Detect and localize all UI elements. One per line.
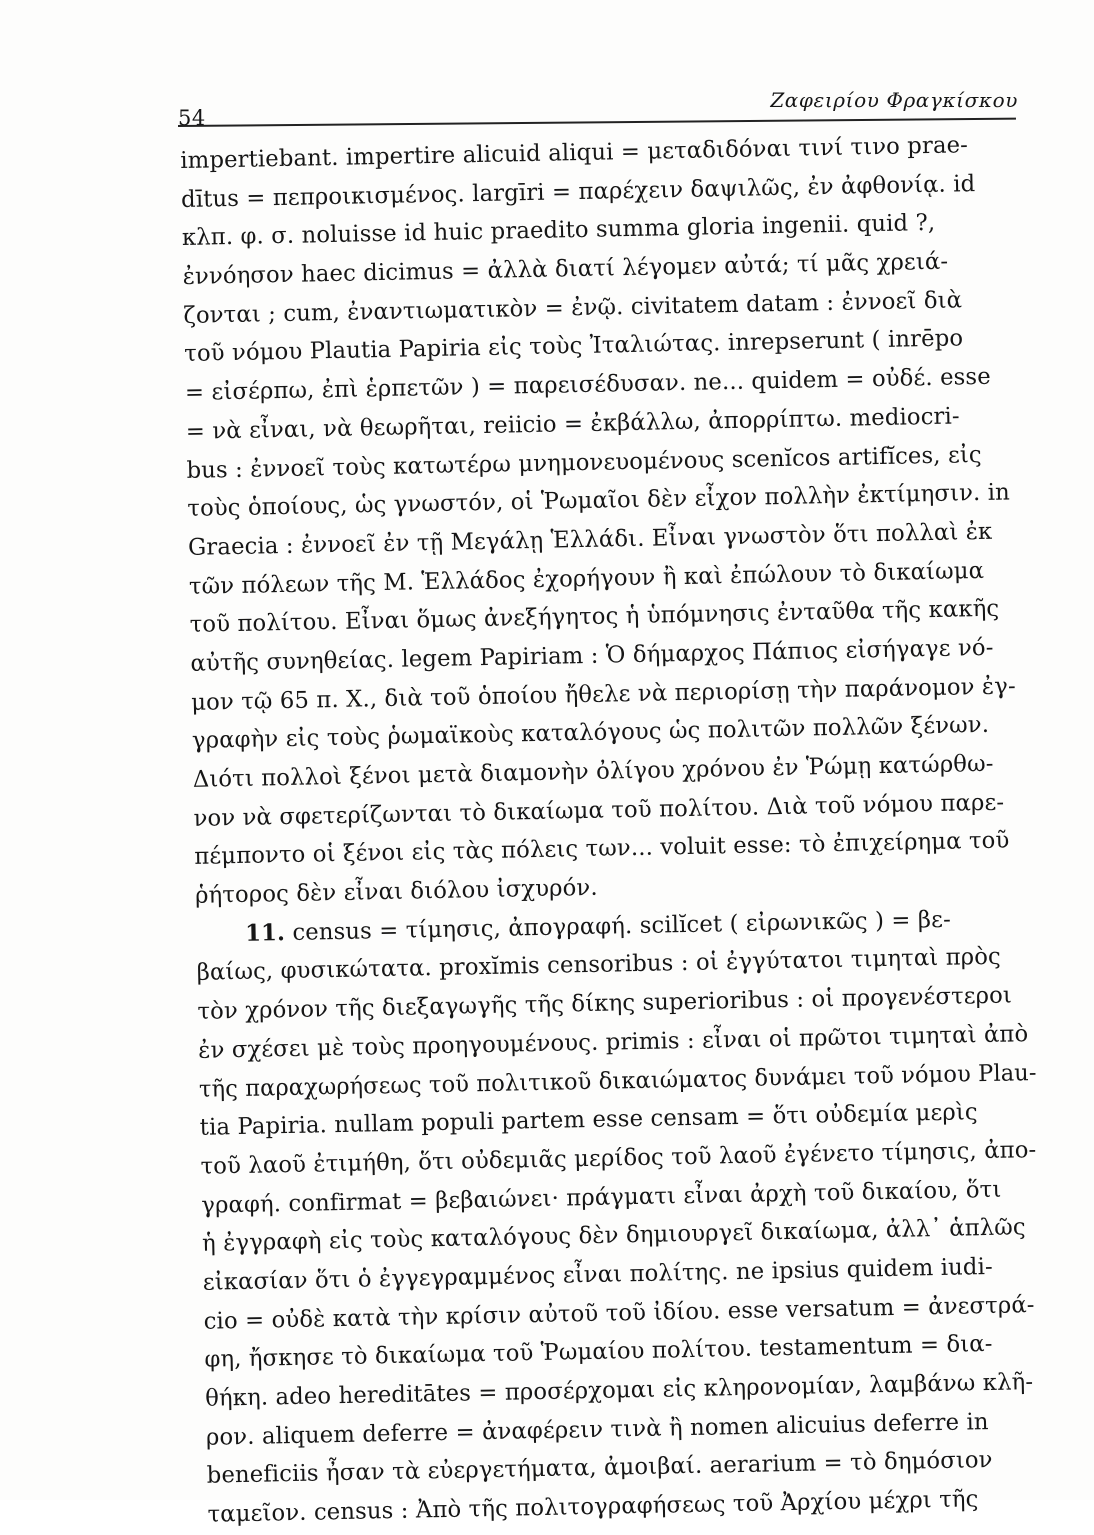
text-line: φη, ἤσκησε τὸ δικαίωμα τοῦ Ῥωμαίου πολίτου. testamentum = δια- (204, 1331, 993, 1374)
text-line: tia Papiria. nullam populi partem esse censam = ὅτι οὐδεμία μερὶς (199, 1099, 979, 1141)
text-line: = νὰ εἶναι, νὰ θεωρῆται, reiicio = ἐκβάλλω, ἀπορρίπτω. mediocri- (185, 403, 960, 445)
text-line: cio = οὐδὲ κατὰ τὴν κρίσιν αὐτοῦ τοῦ ἰδίου. esse versatum = ἀνεστρά- (203, 1291, 1035, 1335)
text-line: νον νὰ σφετερίζωνται τὸ δικαίωμα τοῦ πολίτου. Διὰ τοῦ νόμου παρε- (193, 789, 1005, 832)
text-line: τοῦ νόμου Plautia Papiria εἰς τοὺς Ἰταλιώτας. inrepserunt ( inrēpo (184, 325, 964, 368)
text-line: τῶν πόλεων τῆς Μ. Ἑλλάδος ἐχορήγουν ἢ καὶ ἐπώλουν τὸ δικαίωμα (188, 557, 985, 600)
text-line: θήκη. adeo hereditātes = προσέρχομαι εἰς κληρονομίαν, λαμβάνω κλῆ- (204, 1369, 1034, 1412)
section-first-line-text: census = τίμησις, ἀπογραφή. scilĭcet ( εἰρωνικῶς ) = βε- (284, 906, 952, 946)
text-line: βαίως, φυσικώτατα. proxĭmis censoribus : οἱ ἐγγύτατοι τιμηταὶ πρὸς (196, 944, 1002, 987)
text-line: μον τῷ 65 π. Χ., διὰ τοῦ ὁποίου ἤθελε νὰ περιορίσῃ τὴν παράνομον ἐγ- (190, 672, 1016, 716)
text-line: Διότι πολλοὶ ξένοι μετὰ διαμονὴν ὀλίγου χρόνου ἐν Ῥώμῃ κατώρθω- (192, 750, 994, 793)
text-line: impertiebant. impertire alicuid aliqui = μεταδιδόναι τινί τινο prae- (180, 132, 969, 174)
text-line: ζονται ; cum, ἐναντιωματικὸν = ἐνῷ. civitatem datam : ἐννοεῖ διὰ (183, 287, 963, 329)
page-number: 54 (178, 106, 206, 130)
text-line: εἰκασίαν ὅτι ὁ ἐγγεγραμμένος εἶναι πολίτης. ne ipsius quidem iudi- (202, 1253, 994, 1296)
text-line: γραφή. confirmat = βεβαιώνει· πράγματι εἶναι ἀρχὴ τοῦ δικαίου, ὅτι (201, 1176, 1002, 1219)
text-line: γραφὴν εἰς τοὺς ῥωμαϊκοὺς καταλόγους ὡς πολιτῶν πολλῶν ξένων. (191, 712, 990, 755)
text-line: ταμεῖον. census : Ἀπὸ τῆς πολιτογραφήσεως τοῦ Ἀρχίου μέχρι τῆς (207, 1486, 979, 1528)
text-line: Graecia : ἐννοεῖ ἐν τῇ Μεγάλῃ Ἑλλάδι. Εἶναι γνωστὸν ὅτι πολλαὶ ἐκ (187, 518, 993, 561)
text-line: bus : ἐννοεῖ τοὺς κατωτέρω μνημονευομένους scenĭcos artifĭces, εἰς (186, 441, 983, 484)
text-line: ἐννόησον haec dicimus = ἀλλὰ διατί λέγομεν αὐτά; τί μᾶς χρειά- (182, 248, 949, 291)
text-line: dītus = πεπροικισμένος. largīri = παρέχειν δαψιλῶς, ἐν ἀφθονίᾳ. id (180, 170, 976, 213)
text-line: = εἰσέρπω, ἐπὶ ἑρπετῶν ) = παρεισέδυσαν. ne... quidem = οὐδέ. esse (184, 363, 992, 407)
text-line: τὸν χρόνον τῆς διεξαγωγῆς τῆς δίκης superioribus : οἱ προγενέστεροι (197, 982, 1013, 1025)
body-text (180, 125, 1058, 1535)
text-line: τῆς παραχωρήσεως τοῦ πολιτικοῦ δικαιώματος δυνάμει τοῦ νόμου Plau- (198, 1059, 1037, 1103)
text-line: τοῦ λαοῦ ἐτιμήθη, ὅτι οὐδεμιᾶς μερίδος τοῦ λαοῦ ἐγένετο τίμησις, ἀπο- (200, 1136, 1037, 1180)
text-line: ἐν σχέσει μὲ τοὺς προηγουμένους. primis : εἶναι οἱ πρῶτοι τιμηταὶ ἀπὸ (197, 1020, 1029, 1064)
text-line: τοῦ πολίτου. Εἶναι ὅμως ἀνεξήγητος ἡ ὑπόμνησις ἐνταῦθα τῆς κακῆς (189, 595, 1000, 639)
text-line: ἡ ἐγγραφὴ εἰς τοὺς καταλόγους δὲν δημιουργεῖ δικαίωμα, ἀλλ᾽ ἁπλῶς (201, 1214, 1027, 1258)
section-number: 11. (244, 918, 286, 947)
text-line: κλπ. φ. σ. noluisse id huic praedito summa gloria ingenii. quid ?, (181, 210, 936, 252)
text-line: beneficiis ἦσαν τὰ εὐεργετήματα, ἀμοιβαί. aerarium = τὸ δημόσιον (206, 1447, 993, 1490)
text-line: αὐτῆς συνηθείας. legem Papiriam : Ὁ δήμαρχος Πάπιος εἰσήγαγε νό- (190, 634, 994, 677)
text-line: ῥήτορος δὲν εἶναι διόλου ἰσχυρόν. (194, 874, 598, 909)
text-line: τοὺς ὁποίους, ὡς γνωστόν, οἱ Ῥωμαῖοι δὲν εἶχον πολλὴν ἐκτίμησιν. in (187, 479, 1011, 523)
running-head: Ζαφειρίου Φραγκίσκου (770, 88, 1018, 112)
text-line: πέμποντο οἱ ξένοι εἰς τὰς πόλεις των... voluit esse: τὸ ἐπιχείρημα τοῦ (194, 827, 1010, 871)
text-line: ρον. aliquem deferre = ἀναφέρειν τινὰ ἢ nomen alicuius deferre in (205, 1408, 989, 1451)
